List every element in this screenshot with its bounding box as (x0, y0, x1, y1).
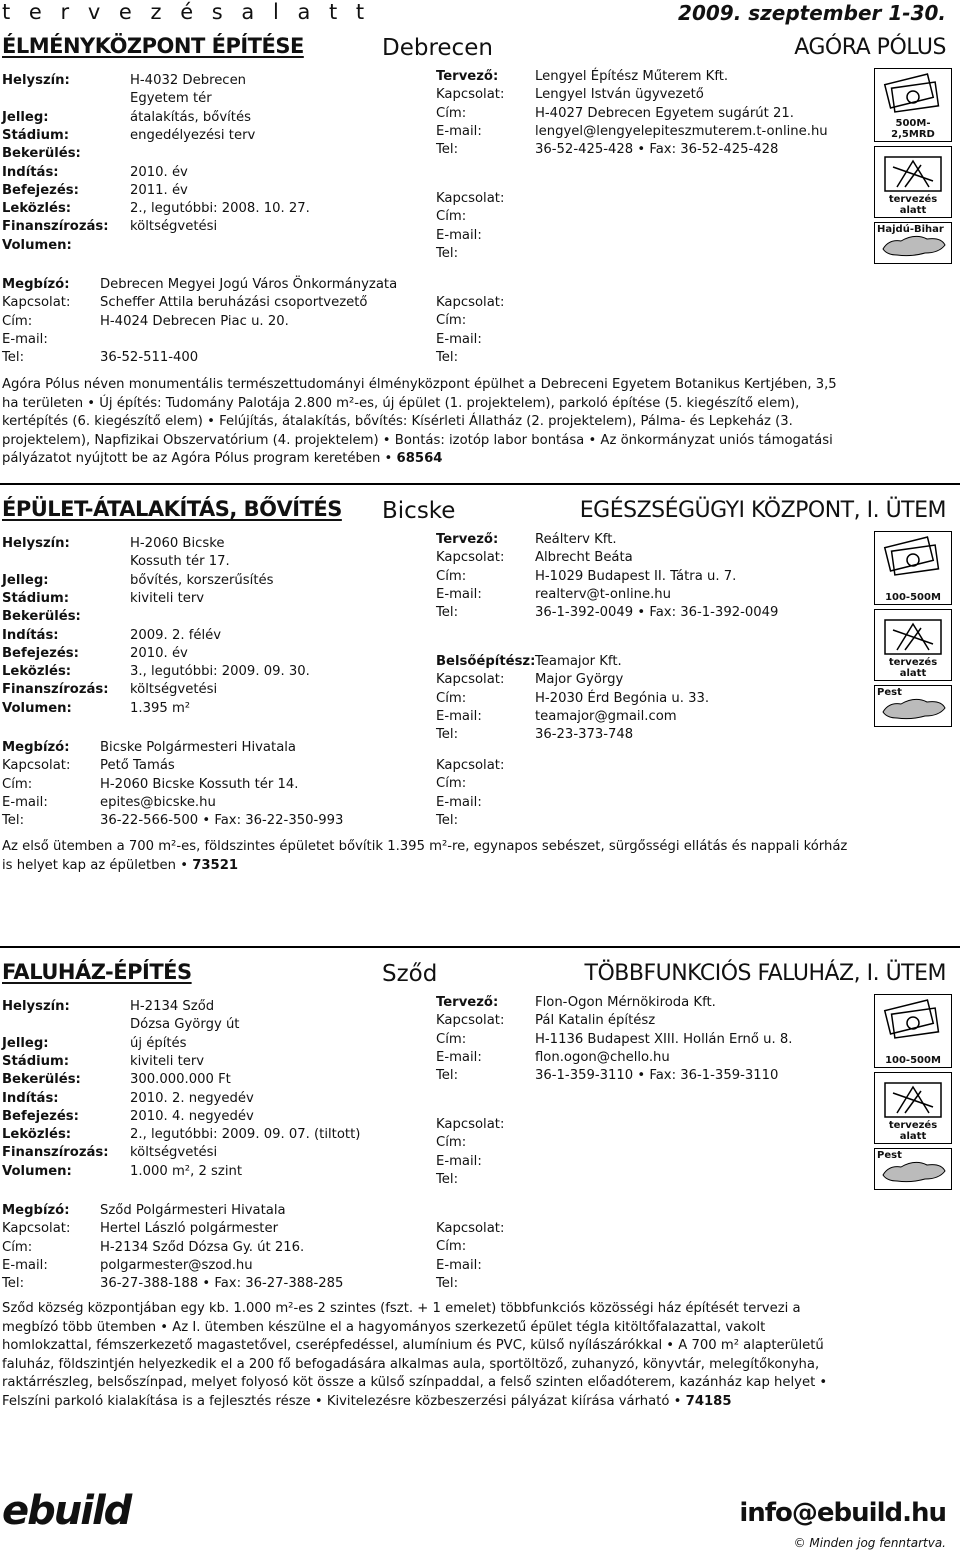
designer-label: Cím: (436, 1031, 467, 1047)
designer-label: Tel: (436, 1068, 459, 1084)
project-title: AGÓRA PÓLUS (794, 35, 946, 60)
info-value: engedélyezési terv (130, 127, 256, 143)
info-label: Befejezés: (2, 1108, 79, 1124)
contact2-value: Major György (535, 672, 624, 688)
contact2-label: Kapcsolat: (436, 1117, 505, 1132)
info-label: Finanszírozás: (2, 682, 109, 698)
client-row (2, 294, 368, 312)
designer-row (436, 123, 828, 141)
contact2-row (436, 1153, 535, 1171)
project-description (2, 838, 857, 875)
badge-label: Pest (877, 1150, 902, 1161)
info-value: költségvetési (130, 219, 218, 235)
category-badge (874, 1148, 952, 1190)
info-label: Indítás: (2, 164, 59, 180)
designer-row (436, 68, 728, 86)
contact3-row (436, 331, 535, 349)
client-value: Debrecen Megyei Jogú Város Önkormányzata (100, 277, 398, 292)
designer-label: Cím: (436, 105, 467, 121)
info-label: Leközlés: (2, 201, 72, 217)
designer-value: Lengyel István ügyvezető (535, 87, 704, 103)
client-label: Cím: (2, 1239, 33, 1255)
info-label: Stádium: (2, 590, 70, 606)
client-row (2, 331, 100, 349)
contact2-row (436, 671, 623, 689)
header-category: t e r v e z é s a l a t t (2, 0, 371, 24)
designer-label: E-mail: (436, 123, 482, 139)
info-row (2, 90, 212, 108)
contact3-row (436, 349, 535, 367)
info-label: Bekerülés: (2, 146, 81, 162)
designer-label: Tervező: (436, 532, 499, 547)
info-value: 1.395 m² (130, 700, 191, 716)
info-value: kiviteli terv (130, 590, 205, 606)
info-label: Volumen: (2, 700, 72, 716)
info-row (2, 164, 188, 182)
designer-label: Cím: (436, 568, 467, 584)
contact3-label: Kapcsolat: (436, 758, 505, 773)
info-row (2, 590, 204, 608)
info-label: Stádium: (2, 1053, 70, 1069)
client-label: Cím: (2, 313, 33, 329)
city-name: Bicske (382, 498, 456, 524)
info-row (2, 998, 214, 1016)
client-row (2, 812, 343, 830)
info-value: 2010. év (130, 164, 188, 180)
contact2-row (436, 245, 535, 263)
copyright: © Minden jog fenntartva. (793, 1536, 946, 1550)
info-value: 2., legutóbbi: 2009. 09. 07. (tiltott) (130, 1127, 361, 1143)
contact2-label: E-mail: (436, 708, 482, 724)
contact3-row (436, 1257, 535, 1275)
info-row (2, 553, 230, 571)
contact2-label: Tel: (436, 245, 459, 261)
client-value: 36-52-511-400 (100, 350, 199, 366)
designer-value: 36-1-392-0049 • Fax: 36-1-392-0049 (535, 605, 779, 621)
info-value: 2010. év (130, 645, 188, 661)
badge-label: Hajdú-Bihar (877, 224, 944, 235)
project-code: 68564 (396, 451, 443, 466)
info-value: 3., legutóbbi: 2009. 09. 30. (130, 664, 310, 680)
info-label: Helyszín: (2, 536, 70, 551)
contact2-row (436, 1134, 535, 1152)
designer-row (436, 531, 617, 549)
designer-label: Kapcsolat: (436, 1013, 505, 1029)
project-code: 73521 (192, 857, 239, 873)
designer-row (436, 568, 736, 586)
info-value: 1.000 m², 2 szint (130, 1163, 243, 1179)
info-row (2, 1163, 242, 1181)
category-badge (874, 609, 952, 681)
client-row (2, 1220, 278, 1238)
category-badge (874, 222, 952, 264)
designer-value: H-1029 Budapest II. Tátra u. 7. (535, 568, 737, 584)
info-value: H-4032 Debrecen (130, 73, 247, 88)
info-label: Indítás: (2, 1090, 59, 1106)
badge-label: tervezés alatt (877, 657, 949, 679)
info-row (2, 535, 225, 553)
contact3-row (436, 812, 535, 830)
client-row (2, 1202, 286, 1220)
section-divider (0, 946, 960, 948)
info-label: Finanszírozás: (2, 219, 109, 235)
info-row (2, 645, 188, 663)
info-row (2, 1090, 254, 1108)
designer-row (436, 586, 671, 604)
contact3-row (436, 294, 535, 312)
info-row (2, 1071, 231, 1089)
designer-label: Tervező: (436, 69, 499, 84)
category-badge (874, 994, 952, 1068)
section-title: FALUHÁZ-ÉPÍTÉS (2, 960, 192, 984)
info-row (2, 145, 130, 163)
info-label: Finanszírozás: (2, 1145, 109, 1161)
contact2-row (436, 726, 633, 744)
info-row (2, 608, 130, 626)
info-row (2, 1108, 254, 1126)
badge-label: Pest (877, 687, 902, 698)
designer-value: H-4027 Debrecen Egyetem sugárút 21. (535, 105, 794, 121)
info-row (2, 1144, 217, 1162)
client-value: Hertel László polgármester (100, 1221, 279, 1237)
client-row (2, 794, 216, 812)
contact2-label: Cím: (436, 209, 467, 225)
client-value: Scheffer Attila beruházási csoportvezető (100, 295, 368, 311)
category-badge (874, 1072, 952, 1144)
contact2-label: E-mail: (436, 1153, 482, 1169)
contact3-label: Kapcsolat: (436, 295, 505, 310)
designer-value: Flon-Ogon Mérnökiroda Kft. (535, 995, 716, 1010)
client-value: H-2134 Sződ Dózsa Gy. út 216. (100, 1239, 305, 1255)
contact3-row (436, 757, 535, 775)
designer-value: realterv@t-online.hu (535, 586, 671, 602)
info-row (2, 218, 217, 236)
ebuild-logo: ebuild (2, 1488, 131, 1534)
header-date: 2009. szeptember 1-30. (678, 1, 946, 25)
info-row (2, 109, 251, 127)
info-label: Indítás: (2, 627, 59, 643)
contact2-row (436, 708, 677, 726)
designer-row (436, 1031, 793, 1049)
info-value: Dózsa György út (130, 1017, 240, 1033)
contact2-label: Belsőépítész: (436, 654, 536, 669)
city-name: Debrecen (382, 35, 493, 61)
description-text: Sződ község központjában egy kb. 1.000 m²-es 2 szintes (fszt. + 1 emelet) többfunkciós közösségi ház építését tervezi a megbízó több ütemben • Az I. ütemben készülne el a hagyományos szerkezetű épület tégla kitöltőfalazattal, vakolt homlokzattal, fémszerkezető magastetővel, cserépfedéssel, alumínium és PVC, külső nyílászárókkal • A 700 m² alapterületű faluház, földszintjén helyezkedik el a 200 fő befogadására alkalmas aula, sportöltöző, zuhanyzó, könyvtár, melegítőkonyha, raktárrészleg, belsőszínpad, melyet folyosó köt össze a külső színpaddal, a felső szinten előadóterem, kazánház kap helyet • Felszíni parkoló kialakítása is a fejlesztés része • Kivitelezésre közbeszerzési pályázat kiírása várható • (2, 1301, 828, 1409)
contact3-label: Tel: (436, 1275, 459, 1291)
client-label: Cím: (2, 776, 33, 792)
project-description (2, 376, 847, 469)
designer-label: Kapcsolat: (436, 550, 505, 566)
designer-row (436, 86, 704, 104)
client-label: Megbízó: (2, 277, 70, 292)
contact2-label: Kapcsolat: (436, 672, 505, 688)
client-value: Sződ Polgármesteri Hivatala (100, 1203, 286, 1218)
info-value: H-2134 Sződ (130, 999, 215, 1014)
contact2-row (436, 690, 709, 708)
info-value: Kossuth tér 17. (130, 554, 230, 570)
info-value: 2009. 2. félév (130, 627, 222, 643)
info-value: 300.000.000 Ft (130, 1072, 231, 1088)
project-description (2, 1300, 857, 1411)
info-row (2, 127, 255, 145)
contact2-row (436, 1116, 535, 1134)
info-value: költségvetési (130, 682, 218, 698)
contact2-label: Cím: (436, 1135, 467, 1151)
designer-value: Pál Katalin építész (535, 1013, 656, 1029)
info-row (2, 572, 273, 590)
city-name: Sződ (382, 961, 438, 987)
project-code: 74185 (685, 1393, 732, 1409)
client-label: Kapcsolat: (2, 758, 71, 774)
client-row (2, 1275, 343, 1293)
contact2-row (436, 208, 535, 226)
info-label: Stádium: (2, 127, 70, 143)
info-value: 2011. év (130, 182, 188, 198)
info-row (2, 1035, 187, 1053)
info-label: Leközlés: (2, 1127, 72, 1143)
project-title: EGÉSZSÉGÜGYI KÖZPONT, I. ÜTEM (579, 498, 946, 523)
contact3-row (436, 1238, 535, 1256)
info-label: Leközlés: (2, 664, 72, 680)
info-label: Bekerülés: (2, 609, 81, 625)
contact2-label: Kapcsolat: (436, 191, 505, 206)
section-title: ÉPÜLET-ÁTALAKÍTÁS, BŐVÍTÉS (2, 497, 342, 521)
designer-value: Reálterv Kft. (535, 532, 617, 547)
contact3-label: Tel: (436, 349, 459, 365)
designer-label: Tel: (436, 605, 459, 621)
info-row (2, 1016, 239, 1034)
client-label: E-mail: (2, 794, 48, 810)
designer-row (436, 994, 716, 1012)
info-label: Jelleg: (2, 1035, 49, 1051)
client-label: E-mail: (2, 1257, 48, 1273)
contact3-row (436, 1220, 535, 1238)
designer-value: lengyel@lengyelepiteszmuterem.t-online.hu (535, 123, 828, 139)
badge-label: 500M-2,5MRD (877, 118, 949, 140)
info-label: Volumen: (2, 1163, 72, 1179)
info-row (2, 627, 221, 645)
client-value: 36-27-388-188 • Fax: 36-27-388-285 (100, 1276, 344, 1292)
info-label: Bekerülés: (2, 1072, 81, 1088)
client-row (2, 276, 397, 294)
designer-row (436, 1067, 778, 1085)
client-row (2, 739, 296, 757)
client-label: Megbízó: (2, 1203, 70, 1218)
badge-label: tervezés alatt (877, 194, 949, 216)
category-badge (874, 68, 952, 142)
client-label: Kapcsolat: (2, 295, 71, 311)
contact2-row (436, 1171, 535, 1189)
designer-label: E-mail: (436, 1049, 482, 1065)
designer-value: Lengyel Építész Műterem Kft. (535, 69, 729, 84)
contact2-label: Cím: (436, 690, 467, 706)
client-label: Tel: (2, 350, 25, 366)
description-text: Az első ütemben a 700 m²-es, földszintes épületet bővítik 1.395 m²-re, egynapos sebészet, sürgősségi ellátás és nappali kórház is helyet kap az épületben • (2, 839, 848, 873)
category-badge (874, 685, 952, 727)
client-row (2, 776, 298, 794)
contact3-row (436, 1275, 535, 1293)
client-label: Tel: (2, 1276, 25, 1292)
info-label: Jelleg: (2, 109, 49, 125)
info-value: kiviteli terv (130, 1053, 205, 1069)
contact3-label: Cím: (436, 313, 467, 329)
client-label: E-mail: (2, 331, 48, 347)
client-row (2, 1239, 304, 1257)
info-row (2, 237, 130, 255)
footer-email: info@ebuild.hu (739, 1498, 946, 1528)
designer-label: Tervező: (436, 995, 499, 1010)
designer-value: H-1136 Budapest XIII. Hollán Ernő u. 8. (535, 1031, 793, 1047)
contact2-row (436, 653, 622, 671)
info-label: Helyszín: (2, 73, 70, 88)
client-row (2, 757, 175, 775)
info-value: 2010. 4. negyedév (130, 1108, 254, 1124)
designer-row (436, 141, 778, 159)
info-value: bővítés, korszerűsítés (130, 572, 274, 588)
designer-row (436, 549, 633, 567)
contact3-label: E-mail: (436, 331, 482, 347)
badge-label: tervezés alatt (877, 1120, 949, 1142)
info-value: Egyetem tér (130, 91, 212, 107)
info-row (2, 700, 190, 718)
client-value: Pető Tamás (100, 758, 175, 774)
contact3-label: E-mail: (436, 1257, 482, 1273)
client-value: 36-22-566-500 • Fax: 36-22-350-993 (100, 813, 344, 829)
designer-value: Albrecht Beáta (535, 550, 633, 566)
contact3-label: Cím: (436, 776, 467, 792)
info-label: Volumen: (2, 237, 72, 253)
section-title: ÉLMÉNYKÖZPONT ÉPÍTÉSE (2, 34, 304, 58)
info-row (2, 1053, 204, 1071)
info-row (2, 1126, 360, 1144)
contact2-row (436, 227, 535, 245)
client-value: H-2060 Bicske Kossuth tér 14. (100, 776, 299, 792)
client-label: Kapcsolat: (2, 1221, 71, 1237)
description-text: Agóra Pólus néven monumentális természettudományi élményközpont épülhet a Debreceni Egyetem Botanikus Kertjében, 3,5 ha területen • Új építés: Tudomány Palotája 2.800 m²-es, új épület (1. projektelem), parkoló építése (5. kiegészítő elem), kertépítés (6. kiegészítő elem) • Felújítás, átalakítás, bővítés: Kísérleti Állatház (2. projektelem), Pálma- és Lepkeház (3. projektelem), Napfizikai Obszervatórium (4. projektelem) • Bontás: izotóp labor bontása • Az önkormányzat uniós támogatási pályázatot nyújtott be az Agóra Pólus program keretében • (2, 377, 837, 466)
client-value: polgarmester@szod.hu (100, 1257, 253, 1273)
project-title: TÖBBFUNKCIÓS FALUHÁZ, I. ÜTEM (584, 961, 946, 986)
info-row (2, 681, 217, 699)
designer-row (436, 1012, 655, 1030)
client-row (2, 313, 289, 331)
contact2-label: Tel: (436, 1171, 459, 1187)
info-row (2, 182, 188, 200)
contact2-value: teamajor@gmail.com (535, 708, 677, 724)
info-row (2, 200, 310, 218)
designer-row (436, 1049, 670, 1067)
client-value: Bicske Polgármesteri Hivatala (100, 740, 297, 755)
designer-value: flon.ogon@chello.hu (535, 1049, 670, 1065)
designer-label: Tel: (436, 142, 459, 158)
contact2-label: E-mail: (436, 227, 482, 243)
info-value: új építés (130, 1035, 187, 1051)
contact3-label: Tel: (436, 812, 459, 828)
contact3-label: Kapcsolat: (436, 1221, 505, 1236)
category-badge (874, 531, 952, 605)
client-row (2, 349, 198, 367)
client-value: H-4024 Debrecen Piac u. 20. (100, 313, 289, 329)
contact3-row (436, 794, 535, 812)
badge-label: 100-500M (877, 592, 949, 603)
info-label: Befejezés: (2, 182, 79, 198)
info-row (2, 663, 310, 681)
contact2-label: Tel: (436, 727, 459, 743)
badge-label: 100-500M (877, 1055, 949, 1066)
contact2-value: H-2030 Érd Begónia u. 33. (535, 690, 710, 706)
designer-label: Kapcsolat: (436, 87, 505, 103)
designer-row (436, 105, 794, 123)
designer-label: E-mail: (436, 586, 482, 602)
client-label: Megbízó: (2, 740, 70, 755)
designer-value: 36-52-425-428 • Fax: 36-52-425-428 (535, 142, 779, 158)
info-label: Befejezés: (2, 645, 79, 661)
contact2-row (436, 190, 535, 208)
info-label: Helyszín: (2, 999, 70, 1014)
info-value: 2., legutóbbi: 2008. 10. 27. (130, 201, 310, 217)
category-badge (874, 146, 952, 218)
info-value: költségvetési (130, 1145, 218, 1161)
designer-value: 36-1-359-3110 • Fax: 36-1-359-3110 (535, 1068, 779, 1084)
contact2-value: 36-23-373-748 (535, 727, 634, 743)
contact2-value: Teamajor Kft. (535, 654, 622, 669)
info-value: H-2060 Bicske (130, 536, 225, 551)
info-label: Jelleg: (2, 572, 49, 588)
client-value: epites@bicske.hu (100, 794, 216, 810)
section-divider (0, 483, 960, 485)
client-row (2, 1257, 253, 1275)
designer-row (436, 604, 778, 622)
contact3-label: E-mail: (436, 794, 482, 810)
contact3-row (436, 775, 535, 793)
info-value: 2010. 2. negyedév (130, 1090, 254, 1106)
contact3-row (436, 312, 535, 330)
client-label: Tel: (2, 813, 25, 829)
info-value: átalakítás, bővítés (130, 109, 251, 125)
contact3-label: Cím: (436, 1239, 467, 1255)
info-row (2, 72, 246, 90)
